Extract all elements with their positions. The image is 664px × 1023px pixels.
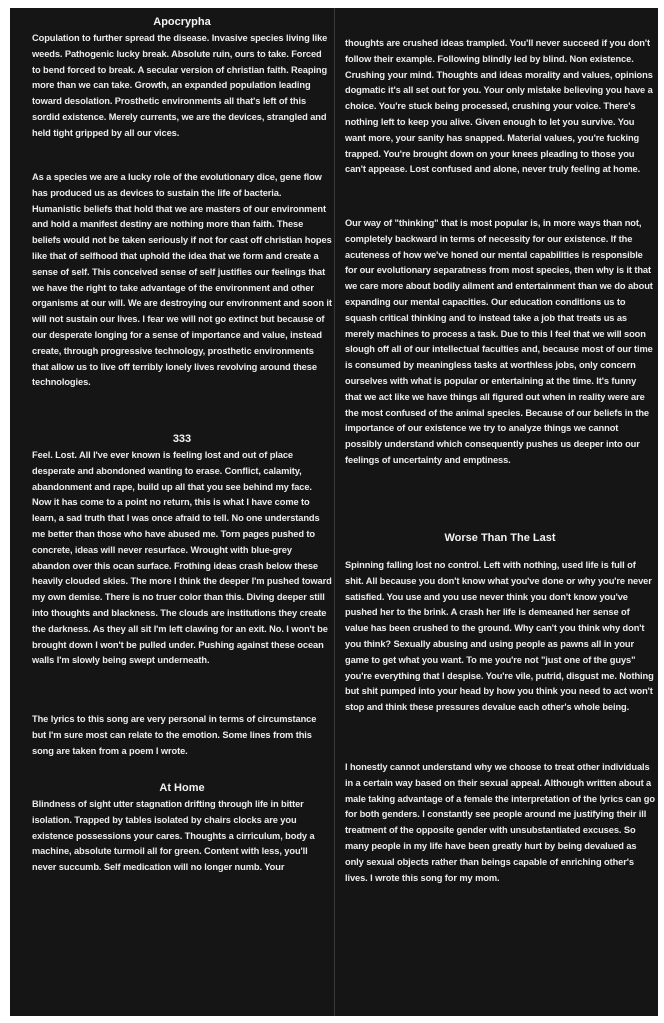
- section-apocrypha: [32, 16, 332, 142]
- worse-lyrics: [345, 558, 655, 716]
- worse-paragraph-1: Spinning falling lost no control. Left with nothing, used life is full of shit. All because you don't know what you've done or why you're never satisfied. You use and you use never think you don't know you've pushed her to the brink. A crash her life is demeaned her sense of value has been crushed to the ground. Why can't you think why don't you think? Sexually abusing and using people as pawns all in your game to get what you want. To me you're not "just one of the guys" you're everything that I despise. You're vile, putrid, disgust me. Nothing but shit pumped into your head by how you think you need to act won't stop and think these pressures devalue each other's whole being.: [345, 560, 654, 713]
- section-title-worse: Worse Than The Last: [444, 532, 556, 544]
- section-title-at-home: At Home: [159, 782, 205, 794]
- worse-commentary: [345, 760, 655, 886]
- page-fold-line: [334, 8, 335, 1016]
- at-home-paragraph-3: Our way of "thinking" that is most popular is, in more ways than not, completely backward in terms of necessity for our existence. If the acuteness of how we've honed our mental capabilities is responsible for our evolutionary separatness from most species, then why is it that we care more about bodily ailment and entertainment than we do about expanding our mental capacities. Our education conditions us to squash critical thinking and to instead take a job that treats us as merely machines to process a task. Due to this I feel that we will soon slough off all of our intellectual faculties and, because most of our time is consumed by meaningless tasks at worthless jobs, only concern ourselves with what is popular or entertaining at the time. It's funny that we act like we have things all figured out when in reality were are the most confused of the animal species. Because of our beliefs in the importance of our existence we try to analyze things we cannot possibly understand which consequently pushes us deeper into our feelings of uncertainty and emptiness.: [345, 218, 653, 465]
- three33-commentary: [32, 712, 332, 759]
- apocrypha-paragraph-1: Copulation to further spread the disease. Invasive species living like weeds. Pathogenic lucky break. Absolute ruin, ours to take. Forced to bend forced to break. A secular version of christian faith. Reaping more than we can take. Growth, an expanded population leading toward desolation. Prosthetic environments all that's left of this sordid existence. Merely currents, we are the devices, strangled and held tight gripped by all our vices.: [32, 33, 328, 138]
- section-333: [32, 433, 332, 669]
- at-home-paragraph-1: Blindness of sight utter stagnation drifting through life in bitter isolation. Trapped by tables isolated by chairs clocks are you existence possessions your cares. Thoughts a cirriculum, body a machine, absolute turmoil all for green. Content with less, you'll never succumb. Self medication will no longer numb. Your: [32, 799, 315, 873]
- apocrypha-paragraph-2: As a species we are a lucky role of the evolutionary dice, gene flow has produced us as devices to sustain the life of bacteria. Humanistic beliefs that hold that we are masters of our environment and hold a manifest destiny are nothing more than faith. These beliefs would not be taken seriously if not for cast off christian hopes like that of selfhood that uphold the idea that we form and create a sense of self. This conceived sense of self justifies our feelings that we have the right to take advantage of the environment and other organisms at our will. We are destroying our environment and soon it will not sustain our lives. I fear we will not go extinct but because of our desperate longing for a sense of importance and value, instead create, through progressive technology, prosthetic environments that allow us to live off terribly lonely lives revolving around these technologies.: [32, 172, 332, 388]
- three33-paragraph-2: The lyrics to this song are very personal in terms of circumstance but I'm sure most can relate to the emotion. Some lines from this song are taken from a poem I wrote.: [32, 714, 317, 756]
- printed-page: [10, 8, 658, 1016]
- section-at-home: [32, 782, 332, 876]
- at-home-paragraph-2: thoughts are crushed ideas trampled. You'll never succeed if you don't follow their example. Following blindly led by blind. Non existence. Crushing your mind. Thoughts and ideas morality and values, opinions dogmatic it's all set out for you. Your only mistake believing you have a choice. You're stuck being processed, crushing your voice. There's nothing left to keep you alive. Given enough to let you survive. You want more, your sanity has snapped. Material values, you're fucking trapped. You're brought down on your knees pleading to those you can't appease. Lost confused and alone, never truly feeling at home.: [345, 38, 653, 175]
- at-home-continued: [345, 36, 655, 178]
- section-title-333: 333: [172, 433, 192, 445]
- apocrypha-commentary: [32, 170, 332, 391]
- at-home-commentary: [345, 216, 655, 469]
- section-worse-than-the-last: [345, 532, 655, 547]
- worse-paragraph-2: I honestly cannot understand why we choose to treat other individuals in a certain way based on their sexual appeal. Although written about a male taking advantage of a female the interpretation of the lyrics can go for both genders. I constantly see people around me justifying their ill treatment of the opposite gender with unsubstantiated excuses. So many people in my life have been greatly hurt by being devalued as only sexual objects rather than beings capable of enriching other's lives. I wrote this song for my mom.: [345, 762, 655, 883]
- three33-paragraph-1: Feel. Lost. All I've ever known is feeling lost and out of place desperate and abondoned wanting to erase. Conflict, calamity, abandonment and rape, build up all that you see behind my face. Now it has come to a point no return, this is what I have come to learn, a sad truth that I was once afraid to tell. No one understands me better than those who have abused me. Torn pages pushed to concrete, ideas will never resurface. Wrought with blue-grey abandon over this ocan surface. Frothing ideas crash below these heavily clouded skies. The more I think the deeper I'm pushed toward my own demise. There is no truer color than this. Diving deeper still into thoughts and blackness. The clouds are institutions they create the darkness. As they all sit I'm left clawing for an exit. No. I won't be brought down I won't be pulled under. Pushing against these ocean walls I'm slowly being swept underneath.: [32, 450, 332, 666]
- section-title-apocrypha: Apocrypha: [153, 16, 211, 28]
